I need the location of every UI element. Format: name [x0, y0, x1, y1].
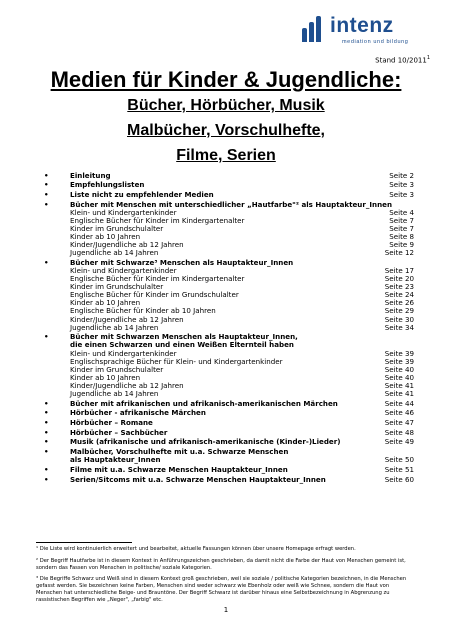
toc-entry-title: Bücher mit afrikanischen und afrikanisch-amerikanischen Märchen — [70, 398, 338, 408]
toc-entry-page: Seite 49 — [384, 437, 414, 447]
bullet-icon: • — [44, 199, 49, 209]
toc-entry — [44, 466, 414, 474]
toc-entry — [44, 249, 414, 257]
toc-entry-page: Seite 39 — [384, 356, 414, 366]
toc-entry-page: Seite 3 — [389, 180, 414, 190]
toc-entry-page: Seite 41 — [384, 389, 414, 398]
toc-entry-title: Kinder/Jugendliche ab 12 Jahren — [70, 314, 184, 324]
toc-entry-title: Hörbücher – Sachbücher — [70, 427, 168, 437]
toc-entry-page: Seite 24 — [384, 290, 414, 300]
footnote-1: ¹ Die Liste wird kontinuierlich erweitert und bearbeitet, aktuelle Fassungen können über unsere Homepage erfragt werden. — [36, 546, 356, 552]
toc-entry-title: Filme mit u.a. Schwarze Menschen Hauptakteur_Innen — [70, 464, 288, 474]
toc-entry-title: Klein- und Kindergartenkinder — [70, 207, 177, 217]
toc-entry-title: Liste nicht zu empfehlender Medien — [70, 189, 214, 199]
footnote-3: ³ Die Begriffe Schwarz und Weiß sind in diesem Kontext groß geschrieben, weil sie soziale / politische Kategorien bezeichnen, in die Menschen gefasst werden. Sie bezeichnen keine Farben, Menschen sind weder schwarz wie Ebenholz oder weiß wie Schnee, sondern die Haut von Menschen hat unterschiedliche Beige- und Brauntöne. Der Begriff Schwarz ist darüber hinaus eine Selbstbezeichnung in Abgrenzung zu rassistischen Begriffen wie „Neger", „farbig" etc. — [36, 576, 407, 603]
subtitle-line-2: Malbücher, Vorschulhefte, — [127, 122, 325, 139]
bullet-icon: • — [44, 332, 49, 342]
logo-bars-icon — [300, 12, 326, 44]
toc-entry — [44, 429, 414, 437]
bullet-icon: • — [44, 474, 49, 484]
toc-entry-title: Kinder/Jugendliche ab 12 Jahren — [70, 240, 184, 250]
bullet-icon: • — [44, 427, 49, 437]
toc-entry-title: Kinder im Grundschulalter — [70, 223, 164, 233]
toc-entry — [44, 476, 414, 484]
toc-entry-title: Englische Bücher für Kinder im Kindergartenalter — [70, 215, 245, 225]
bullet-icon: • — [44, 408, 49, 418]
toc-entry-page: Seite 46 — [384, 408, 414, 418]
toc-entry — [44, 419, 414, 427]
toc-entry-page: Seite 30 — [384, 314, 414, 324]
footnote-2: ² Der Begriff Hautfarbe ist in diesem Kontext in Anführungszeichen geschrieben, da damit nicht die Farbe der Haut von Menschen gemeint ist, sondern das Fassen von Menschen in politische/ soziale Kategorien. — [36, 558, 406, 571]
toc-entry-title: Bücher mit Menschen mit unterschiedlicher „Hautfarbe"² als Hauptakteur_Innen — [70, 199, 393, 209]
toc-entry-page: Seite 2 — [389, 170, 414, 180]
toc-entry-page: Seite 50 — [384, 455, 414, 465]
stand-date: Stand 10/2011$^1$ — [375, 55, 430, 65]
toc-entry-title: Hörbücher - afrikanische Märchen — [70, 408, 206, 418]
toc-entry — [44, 191, 414, 199]
toc-entry-title: als Hauptakteur_Innen — [70, 455, 161, 465]
logo-wordmark: intenz — [330, 14, 394, 37]
toc-entry-page: Seite 20 — [384, 274, 414, 284]
toc-entry-title: Englische Bücher für Kinder im Grundschulalter — [70, 290, 239, 300]
toc-entry-title: Jugendliche ab 14 Jahren — [70, 322, 159, 332]
toc-entry-title: Kinder ab 10 Jahren — [70, 298, 141, 308]
toc-entry-title: Englischsprachige Bücher für Klein- und Kindergartenkinder — [70, 356, 283, 366]
toc-entry-title: die einen Schwarzen und einen Weißen Elternteil haben — [70, 340, 294, 350]
toc-entry-page: Seite 4 — [389, 207, 414, 217]
toc-entry-page: Seite 8 — [389, 232, 414, 242]
toc-entry-title: Bücher mit Schwarzen Menschen als Hauptakteur_Innen, — [70, 332, 298, 342]
toc-entry-title: Klein- und Kindergartenkinder — [70, 348, 177, 358]
toc-entry — [44, 438, 414, 446]
toc-entry-page: Seite 7 — [389, 215, 414, 225]
toc-entry-title: Bücher mit Schwarze³ Menschen als Hauptakteur_Innen — [70, 257, 294, 267]
toc-entry-title: Kinder ab 10 Jahren — [70, 232, 141, 242]
toc-entry — [44, 409, 414, 417]
toc-entry — [44, 456, 414, 464]
bullet-icon: • — [44, 447, 49, 457]
toc-entry-title: Einleitung — [70, 170, 111, 180]
toc-entry — [44, 324, 414, 332]
toc-entry-page: Seite 48 — [384, 427, 414, 437]
toc-entry — [44, 181, 414, 189]
toc-entry-title: Musik (afrikanische und afrikanisch-amerikanische (Kinder-)Lieder) — [70, 437, 341, 447]
main-title: Medien für Kinder & Jugendliche: — [50, 67, 402, 92]
toc-entry-title: Serien/Sitcoms mit u.a. Schwarze Menschen Hauptakteur_Innen — [70, 474, 326, 484]
toc-entry-page: Seite 40 — [384, 372, 414, 382]
subtitle-line-1: Bücher, Hörbücher, Musik — [127, 97, 325, 114]
toc-entry-title: Malbücher, Vorschulhefte mit u.a. Schwarze Menschen — [70, 447, 289, 457]
intenz-logo — [300, 12, 430, 48]
toc-entry — [44, 390, 414, 398]
toc-entry-title: Kinder im Grundschulalter — [70, 282, 164, 292]
footnote-divider — [36, 542, 132, 543]
logo-tagline: mediation und bildung — [342, 39, 409, 45]
toc-entry-page: Seite 44 — [384, 398, 414, 408]
toc-entry-page: Seite 39 — [384, 348, 414, 358]
bullet-icon: • — [44, 437, 49, 447]
page-number: 1 — [223, 606, 229, 614]
toc-entry-page: Seite 29 — [384, 306, 414, 316]
toc-entry-title: Kinder ab 10 Jahren — [70, 372, 141, 382]
table-of-contents — [44, 170, 414, 484]
toc-entry — [44, 172, 414, 180]
subtitle-line-3: Filme, Serien — [176, 147, 276, 164]
footnote-ref: 1 — [426, 55, 430, 61]
toc-entry — [44, 400, 414, 408]
toc-entry-title: Klein- und Kindergartenkinder — [70, 266, 177, 275]
bullet-icon: • — [44, 464, 49, 474]
toc-entry-page: Seite 26 — [384, 298, 414, 308]
toc-entry-page: Seite 17 — [384, 266, 414, 275]
toc-entry-page: Seite 40 — [384, 364, 414, 374]
toc-entry-page: Seite 51 — [384, 464, 414, 474]
toc-entry-page: Seite 12 — [384, 248, 414, 258]
bullet-icon: • — [44, 189, 49, 199]
bullet-icon: • — [44, 170, 49, 180]
toc-entry-page: Seite 3 — [389, 189, 414, 199]
bullet-icon: • — [44, 398, 49, 408]
bullet-icon: • — [44, 418, 49, 428]
toc-entry-page: Seite 41 — [384, 380, 414, 390]
bullet-icon: • — [44, 257, 49, 267]
toc-entry-page: Seite 7 — [389, 223, 414, 233]
toc-entry-title: Jugendliche ab 14 Jahren — [70, 248, 159, 258]
toc-entry-title: Hörbücher – Romane — [70, 418, 153, 428]
bullet-icon: • — [44, 180, 49, 190]
toc-entry-title: Englische Bücher für Kinder ab 10 Jahren — [70, 306, 216, 316]
toc-entry-title: Jugendliche ab 14 Jahren — [70, 389, 159, 398]
toc-entry-page: Seite 60 — [384, 474, 414, 484]
toc-entry-title: Empfehlungslisten — [70, 180, 145, 190]
toc-entry-title: Kinder im Grundschulalter — [70, 364, 164, 374]
toc-entry-page: Seite 47 — [384, 418, 414, 428]
toc-entry-title: Englische Bücher für Kinder im Kindergartenalter — [70, 274, 245, 284]
toc-entry-title: Kinder/Jugendliche ab 12 Jahren — [70, 380, 184, 390]
toc-entry-page: Seite 23 — [384, 282, 414, 292]
toc-entry-page: Seite 34 — [384, 322, 414, 332]
toc-entry-page: Seite 9 — [389, 240, 414, 250]
